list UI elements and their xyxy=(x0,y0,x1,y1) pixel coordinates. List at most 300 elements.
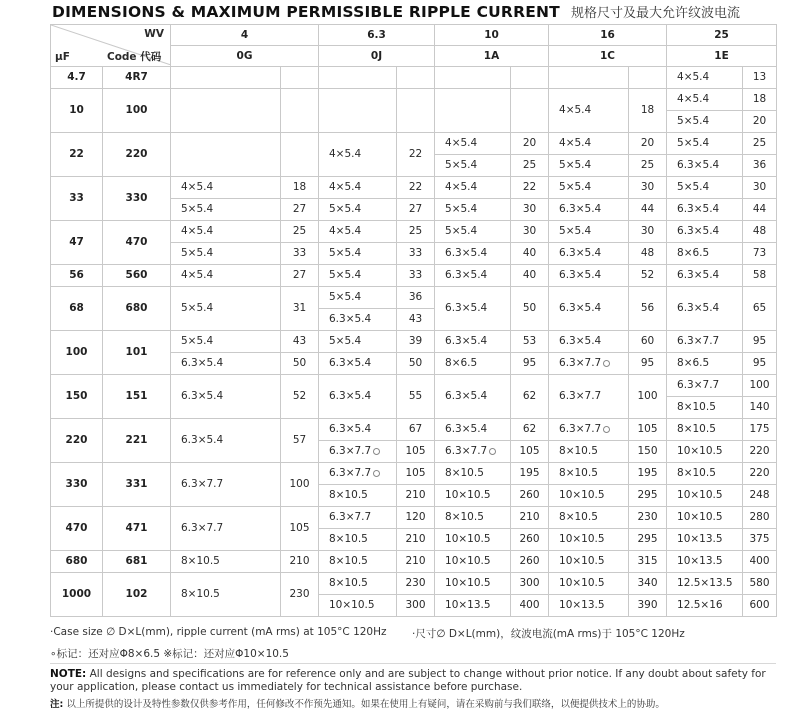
case-size-cell: 4×5.4 xyxy=(319,221,397,243)
case-size-cell: 10×13.5 xyxy=(435,595,511,617)
uf-label: µF xyxy=(55,51,70,63)
zhu-label: 注: xyxy=(50,699,64,710)
ripple-current-cell xyxy=(743,243,777,265)
case-size-cell: 6.3×5.4 xyxy=(319,309,397,331)
case-size-cell: 10×13.5 xyxy=(549,595,629,617)
ripple-current-cell xyxy=(397,199,435,221)
ripple-value: 105 xyxy=(637,423,658,435)
case-size-cell: 5×5.4 xyxy=(319,243,397,265)
case-size-cell: 6.3×5.4 xyxy=(319,353,397,375)
ripple-value: 230 xyxy=(405,577,426,589)
ripple-value: 220 xyxy=(749,467,770,479)
case-size-cell: 6.3×5.4 xyxy=(549,331,629,353)
capacitance-cell: 100 xyxy=(51,331,103,375)
case-size-cell: 6.3×7.7 xyxy=(319,507,397,529)
case-size-cell: 8×10.5 xyxy=(171,551,281,573)
ripple-value: 210 xyxy=(405,533,426,545)
case-size-note-cn: ·尺寸∅ D×L(mm)，纹波电流(mA rms)于 105°C 120Hz xyxy=(412,628,685,640)
case-size-cell: 5×5.4 xyxy=(171,243,281,265)
ripple-current-cell xyxy=(281,287,319,331)
ripple-current-cell xyxy=(281,243,319,265)
disclaimer-en xyxy=(50,668,776,694)
ripple-value: 18 xyxy=(292,181,307,193)
empty-cell xyxy=(171,67,281,89)
capacitance-cell: 56 xyxy=(51,265,103,287)
code-cell: 100 xyxy=(103,89,171,133)
ripple-current-cell xyxy=(629,441,667,463)
case-size-cell: 6.3×5.4 xyxy=(549,199,629,221)
case-size-cell: 8×10.5 xyxy=(549,463,629,485)
ripple-current-cell xyxy=(511,463,549,485)
ripple-current-cell xyxy=(397,485,435,507)
ripple-value: 300 xyxy=(405,599,426,611)
table-row xyxy=(51,573,777,595)
ripple-current-cell xyxy=(629,287,667,331)
capacitance-cell: 4.7 xyxy=(51,67,103,89)
circle-mark-icon xyxy=(373,448,380,455)
ripple-current-cell xyxy=(281,331,319,353)
case-size-cell: 10×10.5 xyxy=(549,551,629,573)
case-size-cell: 5×5.4 xyxy=(435,199,511,221)
ripple-current-cell xyxy=(743,89,777,111)
case-size-cell: 5×5.4 xyxy=(319,265,397,287)
ripple-value: 43 xyxy=(292,335,307,347)
ripple-value: 62 xyxy=(522,390,537,402)
ripple-current-cell xyxy=(629,485,667,507)
ripple-value: 230 xyxy=(637,511,658,523)
ripple-value: 260 xyxy=(519,489,540,501)
case-size-cell: 10×10.5 xyxy=(667,485,743,507)
case-size-cell: 6.3×7.7 xyxy=(549,419,629,441)
ripple-value: 295 xyxy=(637,489,658,501)
capacitance-cell: 47 xyxy=(51,221,103,265)
case-size-cell: 4×5.4 xyxy=(319,133,397,177)
code-cell: 4R7 xyxy=(103,67,171,89)
ripple-value: 22 xyxy=(408,181,423,193)
case-size-cell: 10×13.5 xyxy=(667,551,743,573)
case-size-cell: 6.3×5.4 xyxy=(171,353,281,375)
case-size-cell: 5×5.4 xyxy=(435,221,511,243)
ripple-current-cell xyxy=(629,529,667,551)
table-row xyxy=(51,463,777,485)
case-size-cell: 5×5.4 xyxy=(549,177,629,199)
case-size-cell: 8×6.5 xyxy=(435,353,511,375)
ripple-value: 48 xyxy=(640,247,655,259)
ripple-current-cell xyxy=(629,573,667,595)
case-size-cell: 6.3×7.7 xyxy=(549,375,629,419)
case-size-cell: 10×10.5 xyxy=(435,485,511,507)
wv-16: 16 xyxy=(549,25,667,46)
ripple-value: 95 xyxy=(752,357,767,369)
case-size-cell: 6.3×7.7 xyxy=(319,463,397,485)
ripple-current-cell xyxy=(397,595,435,617)
ripple-value: 39 xyxy=(408,335,423,347)
code-cell: 102 xyxy=(103,573,171,617)
ripple-value: 120 xyxy=(405,511,426,523)
ripple-value: 195 xyxy=(519,467,540,479)
ripple-current-cell xyxy=(511,419,549,441)
header-row-wv xyxy=(51,25,777,46)
case-size-cell: 8×10.5 xyxy=(549,507,629,529)
ripple-current-cell xyxy=(629,199,667,221)
ripple-current-cell xyxy=(511,265,549,287)
ripple-value: 195 xyxy=(637,467,658,479)
table-row xyxy=(51,221,777,243)
ripple-value: 22 xyxy=(408,148,423,160)
ripple-value: 20 xyxy=(752,115,767,127)
ripple-value: 400 xyxy=(749,555,770,567)
case-size-cell: 10×10.5 xyxy=(435,551,511,573)
empty-cell xyxy=(319,89,397,133)
code-1A: 1A xyxy=(435,46,549,67)
ripple-current-cell xyxy=(397,529,435,551)
case-size-cell: 6.3×5.4 xyxy=(319,419,397,441)
ripple-value: 95 xyxy=(752,335,767,347)
case-size-cell: 5×5.4 xyxy=(319,199,397,221)
ripple-current-cell xyxy=(281,463,319,507)
case-size-cell: 5×5.4 xyxy=(171,331,281,353)
ripple-value: 315 xyxy=(637,555,658,567)
circle-mark-icon xyxy=(603,360,610,367)
case-size-cell: 6.3×5.4 xyxy=(667,265,743,287)
case-size-cell: 6.3×7.7 xyxy=(667,375,743,397)
ripple-current-cell xyxy=(629,243,667,265)
ripple-value: 105 xyxy=(405,445,426,457)
ripple-value: 40 xyxy=(522,269,537,281)
ripple-current-cell xyxy=(397,573,435,595)
code-cell: 330 xyxy=(103,177,171,221)
ripple-current-cell xyxy=(629,463,667,485)
case-size-cell: 10×10.5 xyxy=(667,441,743,463)
empty-cell xyxy=(511,89,549,133)
case-size-cell: 5×5.4 xyxy=(319,287,397,309)
circle-mark-icon xyxy=(603,426,610,433)
case-size-cell: 10×13.5 xyxy=(667,529,743,551)
case-size-cell: 8×10.5 xyxy=(435,463,511,485)
ripple-value: 340 xyxy=(637,577,658,589)
ripple-current-cell xyxy=(629,331,667,353)
ripple-current-cell xyxy=(629,595,667,617)
case-size-cell: 5×5.4 xyxy=(667,177,743,199)
ripple-value: 50 xyxy=(408,357,423,369)
ripple-current-cell xyxy=(743,441,777,463)
table-body xyxy=(51,67,777,617)
case-size-cell: 6.3×7.7 xyxy=(667,331,743,353)
ripple-current-cell xyxy=(629,507,667,529)
ripple-value: 18 xyxy=(752,93,767,105)
ripple-value: 55 xyxy=(408,390,423,402)
ripple-value: 20 xyxy=(640,137,655,149)
ripple-current-cell xyxy=(511,177,549,199)
ripple-current-cell xyxy=(511,221,549,243)
ripple-current-cell xyxy=(397,551,435,573)
case-size-cell: 6.3×5.4 xyxy=(319,375,397,419)
ripple-value: 100 xyxy=(289,478,310,490)
code-cell: 331 xyxy=(103,463,171,507)
ripple-current-cell xyxy=(629,419,667,441)
code-cell: 151 xyxy=(103,375,171,419)
ripple-current-cell xyxy=(743,529,777,551)
corner-cell xyxy=(51,25,171,67)
ripple-current-cell xyxy=(511,199,549,221)
ripple-current-cell xyxy=(281,375,319,419)
case-size-cell: 8×6.5 xyxy=(667,353,743,375)
code-cell: 681 xyxy=(103,551,171,573)
ripple-value: 57 xyxy=(292,434,307,446)
ripple-current-cell xyxy=(629,133,667,155)
case-size-cell: 6.3×7.7 xyxy=(171,463,281,507)
capacitance-cell: 68 xyxy=(51,287,103,331)
wv-6.3: 6.3 xyxy=(319,25,435,46)
ripple-value: 53 xyxy=(522,335,537,347)
ripple-current-cell xyxy=(743,353,777,375)
ripple-current-cell xyxy=(629,155,667,177)
code-1E: 1E xyxy=(667,46,777,67)
ripple-current-cell xyxy=(511,441,549,463)
case-size-cell: 8×10.5 xyxy=(435,507,511,529)
ripple-current-cell xyxy=(511,353,549,375)
ripple-value: 31 xyxy=(292,302,307,314)
ripple-value: 260 xyxy=(519,533,540,545)
table-row xyxy=(51,331,777,353)
case-size-cell: 4×5.4 xyxy=(549,89,629,133)
case-size-cell: 10×10.5 xyxy=(435,573,511,595)
ripple-value: 280 xyxy=(749,511,770,523)
ripple-value: 27 xyxy=(292,203,307,215)
case-size-cell: 6.3×5.4 xyxy=(667,199,743,221)
case-size-cell: 8×10.5 xyxy=(171,573,281,617)
wv-4: 4 xyxy=(171,25,319,46)
ripple-value: 260 xyxy=(519,555,540,567)
code-cell: 470 xyxy=(103,221,171,265)
ripple-value: 25 xyxy=(408,225,423,237)
ripple-value: 210 xyxy=(289,555,310,567)
zhu-text: 以上所提供的设计及特性参数仅供参考作用，任何修改不作预先通知。如果在使用上有疑问，请在采购前与我们联络，以便提供技术上的协助。 xyxy=(63,699,665,710)
ripple-value: 95 xyxy=(522,357,537,369)
note-label: NOTE: xyxy=(50,668,87,680)
ripple-current-cell xyxy=(629,177,667,199)
circle-mark-icon xyxy=(489,448,496,455)
case-size-cell: 6.3×5.4 xyxy=(435,331,511,353)
ripple-value: 30 xyxy=(522,225,537,237)
ripple-current-cell xyxy=(397,177,435,199)
circle-mark-icon xyxy=(373,470,380,477)
ripple-current-cell xyxy=(743,507,777,529)
ripple-value: 40 xyxy=(522,247,537,259)
ripple-current-cell xyxy=(743,199,777,221)
case-size-cell: 4×5.4 xyxy=(667,89,743,111)
ripple-value: 95 xyxy=(640,357,655,369)
ripple-current-cell xyxy=(397,353,435,375)
ripple-current-cell xyxy=(281,507,319,551)
empty-cell xyxy=(281,89,319,133)
table-row xyxy=(51,551,777,573)
case-size-cell: 8×6.5 xyxy=(667,243,743,265)
ripple-current-cell xyxy=(281,265,319,287)
ripple-current-cell xyxy=(629,353,667,375)
ripple-value: 105 xyxy=(519,445,540,457)
code-1C: 1C xyxy=(549,46,667,67)
ripple-value: 600 xyxy=(749,599,770,611)
table-row xyxy=(51,265,777,287)
case-size-cell: 4×5.4 xyxy=(435,177,511,199)
ripple-value: 27 xyxy=(292,269,307,281)
case-size-cell: 10×10.5 xyxy=(435,529,511,551)
case-size-cell: 5×5.4 xyxy=(549,221,629,243)
ripple-current-cell xyxy=(511,287,549,331)
note-text: All designs and specifications are for reference only and are subject to change without prior notice. If any doubt about safety for your application, please contact us immediately for technical assistance before purchase. xyxy=(50,668,766,693)
capacitance-cell: 1000 xyxy=(51,573,103,617)
ripple-value: 25 xyxy=(292,225,307,237)
ripple-current-cell xyxy=(743,331,777,353)
case-size-cell: 6.3×5.4 xyxy=(435,265,511,287)
case-size-cell: 4×5.4 xyxy=(549,133,629,155)
case-size-cell: 8×10.5 xyxy=(549,441,629,463)
case-size-cell: 6.3×5.4 xyxy=(549,243,629,265)
case-size-cell: 6.3×5.4 xyxy=(549,287,629,331)
ripple-current-cell xyxy=(743,573,777,595)
ripple-current-cell xyxy=(397,419,435,441)
code-label: Code 代码 xyxy=(107,51,162,63)
ripple-current-cell xyxy=(743,67,777,89)
code-cell: 471 xyxy=(103,507,171,551)
ripple-current-cell xyxy=(397,309,435,331)
ripple-value: 300 xyxy=(519,577,540,589)
ripple-value: 52 xyxy=(640,269,655,281)
ripple-current-cell xyxy=(281,419,319,463)
table-row xyxy=(51,133,777,155)
case-size-cell: 6.3×5.4 xyxy=(667,287,743,331)
empty-cell xyxy=(435,89,511,133)
title-english: DIMENSIONS & MAXIMUM PERMISSIBLE RIPPLE CURRENT xyxy=(52,3,560,21)
ripple-current-cell xyxy=(743,177,777,199)
case-size-cell: 8×10.5 xyxy=(667,419,743,441)
empty-cell xyxy=(281,133,319,177)
ripple-value: 13 xyxy=(752,71,767,83)
ripple-current-cell xyxy=(743,133,777,155)
case-size-cell: 4×5.4 xyxy=(171,265,281,287)
case-size-cell: 5×5.4 xyxy=(171,199,281,221)
case-size-cell: 5×5.4 xyxy=(549,155,629,177)
case-size-cell: 8×10.5 xyxy=(319,529,397,551)
ripple-value: 18 xyxy=(640,104,655,116)
case-size-cell: 10×10.5 xyxy=(667,507,743,529)
capacitance-cell: 150 xyxy=(51,375,103,419)
capacitance-cell: 680 xyxy=(51,551,103,573)
case-size-cell: 8×10.5 xyxy=(667,397,743,419)
empty-cell xyxy=(435,67,511,89)
ripple-current-cell xyxy=(511,331,549,353)
ripple-value: 52 xyxy=(292,390,307,402)
page-title xyxy=(52,2,740,21)
ripple-current-cell xyxy=(511,529,549,551)
ripple-current-cell xyxy=(743,419,777,441)
empty-cell xyxy=(549,67,629,89)
empty-cell xyxy=(281,67,319,89)
ripple-current-cell xyxy=(281,353,319,375)
ripple-current-cell xyxy=(743,111,777,133)
ripple-current-cell xyxy=(281,199,319,221)
ripple-value: 220 xyxy=(749,445,770,457)
ripple-value: 50 xyxy=(522,302,537,314)
case-size-cell: 5×5.4 xyxy=(667,133,743,155)
ripple-current-cell xyxy=(511,375,549,419)
ripple-value: 105 xyxy=(405,467,426,479)
ripple-value: 43 xyxy=(408,313,423,325)
ripple-value: 100 xyxy=(749,379,770,391)
ripple-value: 44 xyxy=(752,203,767,215)
ripple-value: 33 xyxy=(408,269,423,281)
ripple-current-cell xyxy=(397,221,435,243)
ripple-current-cell xyxy=(629,375,667,419)
case-size-cell: 6.3×5.4 xyxy=(435,419,511,441)
ripple-value: 230 xyxy=(289,588,310,600)
ripple-current-cell xyxy=(281,573,319,617)
case-size-cell: 4×5.4 xyxy=(435,133,511,155)
capacitance-cell: 22 xyxy=(51,133,103,177)
ripple-value: 248 xyxy=(749,489,770,501)
case-size-cell: 10×10.5 xyxy=(549,485,629,507)
table-row xyxy=(51,375,777,397)
case-size-cell: 6.3×5.4 xyxy=(667,155,743,177)
ripple-current-cell xyxy=(629,265,667,287)
case-size-cell: 5×5.4 xyxy=(319,331,397,353)
case-size-cell: 6.3×5.4 xyxy=(171,419,281,463)
case-size-cell: 10×10.5 xyxy=(549,529,629,551)
ripple-current-cell xyxy=(743,375,777,397)
ripple-value: 30 xyxy=(752,181,767,193)
ripple-value: 22 xyxy=(522,181,537,193)
case-size-cell: 4×5.4 xyxy=(667,67,743,89)
empty-cell xyxy=(319,67,397,89)
ripple-current-cell xyxy=(511,155,549,177)
ripple-current-cell xyxy=(743,485,777,507)
case-size-cell: 8×10.5 xyxy=(319,573,397,595)
ripple-value: 65 xyxy=(752,302,767,314)
ripple-current-cell xyxy=(511,573,549,595)
code-cell: 560 xyxy=(103,265,171,287)
divider xyxy=(50,663,776,664)
ripple-current-cell xyxy=(397,133,435,177)
empty-cell xyxy=(629,67,667,89)
case-size-cell: 4×5.4 xyxy=(319,177,397,199)
ripple-current-cell xyxy=(511,243,549,265)
case-size-cell: 5×5.4 xyxy=(171,287,281,331)
ripple-value: 375 xyxy=(749,533,770,545)
case-size-cell: 5×5.4 xyxy=(435,155,511,177)
ripple-value: 67 xyxy=(408,423,423,435)
ripple-current-cell xyxy=(743,287,777,331)
ripple-current-cell xyxy=(629,551,667,573)
case-size-cell: 4×5.4 xyxy=(171,221,281,243)
code-cell: 101 xyxy=(103,331,171,375)
ripple-value: 30 xyxy=(522,203,537,215)
ripple-value: 48 xyxy=(752,225,767,237)
ripple-value: 50 xyxy=(292,357,307,369)
code-0G: 0G xyxy=(171,46,319,67)
ripple-value: 210 xyxy=(405,489,426,501)
case-size-cell: 10×10.5 xyxy=(319,595,397,617)
ripple-current-cell xyxy=(743,221,777,243)
table-row xyxy=(51,177,777,199)
ripple-current-cell xyxy=(397,375,435,419)
ripple-value: 105 xyxy=(289,522,310,534)
ripple-current-cell xyxy=(281,177,319,199)
code-cell: 220 xyxy=(103,133,171,177)
ripple-current-cell xyxy=(281,221,319,243)
wv-10: 10 xyxy=(435,25,549,46)
capacitance-cell: 470 xyxy=(51,507,103,551)
